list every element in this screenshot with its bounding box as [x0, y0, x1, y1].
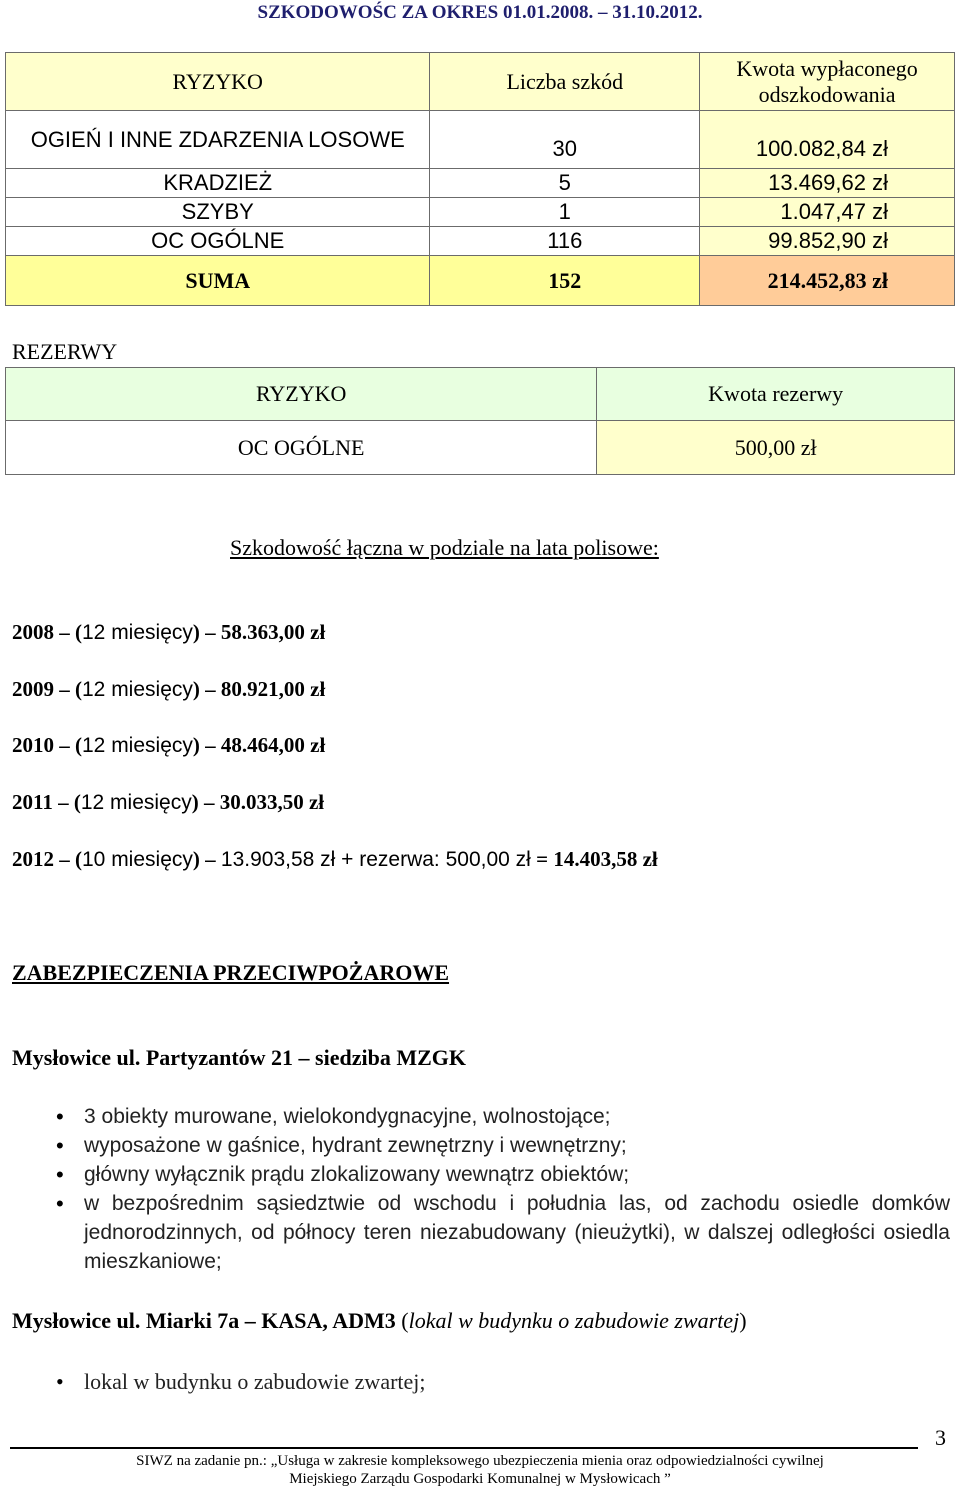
table-row — [6, 111, 955, 169]
bullet-list-2 — [10, 1367, 950, 1396]
claims-amount-cell: 13.469,62 zł — [700, 169, 955, 198]
claims-risk-cell: OC OGÓLNE — [6, 227, 430, 256]
claims-risk-cell: KRADZIEŻ — [6, 169, 430, 198]
yearly-title: Szkodowość łączna w podziale na lata polisowe: — [230, 535, 659, 560]
claims-header-count: Liczba szkód — [430, 53, 700, 111]
location-1: Mysłowice ul. Partyzantów 21 – siedziba MZGK — [12, 1045, 467, 1070]
reserves-title: REZERWY — [12, 339, 118, 364]
location-2: Mysłowice ul. Miarki 7a – KASA, ADM3 (lokal w budynku o zabudowie zwartej) — [12, 1308, 747, 1333]
footer-line-1: SIWZ na zadanie pn.: „Usługa w zakresie kompleksowego ubezpieczenia mienia oraz odpowiedzialności cywilnej — [136, 1453, 824, 1469]
claims-count-cell: 1 — [430, 198, 700, 227]
reserves-risk-cell: OC OGÓLNE — [6, 421, 597, 475]
table-row — [6, 421, 955, 475]
yearly-item: 2011 – (12 miesięcy) – 30.033,50 zł — [12, 790, 325, 814]
claims-total-label: SUMA — [6, 256, 430, 306]
reserves-table — [5, 367, 955, 475]
reserves-header-risk: RYZYKO — [6, 368, 597, 421]
claims-table — [5, 52, 955, 306]
yearly-item: 2010 – (12 miesięcy) – 48.464,00 zł — [12, 733, 326, 757]
page-header-title: SZKODOWOŚC ZA OKRES 01.01.2008. – 31.10.2012. — [257, 2, 703, 23]
claims-amount-cell: 99.852,90 zł — [700, 227, 955, 256]
claims-amount-cell: 100.082,84 zł — [700, 111, 955, 169]
table-row — [6, 198, 955, 227]
table-row — [6, 227, 955, 256]
claims-count-cell: 30 — [430, 111, 700, 169]
reserves-amount-cell: 500,00 zł — [597, 421, 955, 475]
footer-divider — [10, 1447, 918, 1449]
claims-total-amount: 214.452,83 zł — [700, 256, 955, 306]
claims-header-risk: RYZYKO — [6, 53, 430, 111]
bullet-list-1 — [10, 1102, 950, 1276]
list-item: • 3 obiekty murowane, wielokondygnacyjne, wolnostojące; — [10, 1102, 950, 1131]
fire-protection-title: ZABEZPIECZENIA PRZECIWPOŻAROWE — [12, 960, 450, 985]
claims-risk-cell: OGIEŃ I INNE ZDARZENIA LOSOWE — [6, 111, 430, 169]
claims-count-cell: 5 — [430, 169, 700, 198]
reserves-header-amount: Kwota rezerwy — [597, 368, 955, 421]
list-item: • wyposażone w gaśnice, hydrant zewnętrzny i wewnętrzny; — [10, 1131, 950, 1160]
table-row — [6, 169, 955, 198]
yearly-item: 2008 – (12 miesięcy) – 58.363,00 zł — [12, 620, 326, 644]
claims-total-row — [6, 256, 955, 306]
list-item: • główny wyłącznik prądu zlokalizowany wewnątrz obiektów; — [10, 1160, 950, 1189]
claims-risk-cell: SZYBY — [6, 198, 430, 227]
claims-count-cell: 116 — [430, 227, 700, 256]
yearly-item: 2009 – (12 miesięcy) – 80.921,00 zł — [12, 677, 326, 701]
footer-line-2: Miejskiego Zarządu Gospodarki Komunalnej w Mysłowicach ” — [289, 1471, 671, 1487]
page-number: 3 — [935, 1425, 946, 1450]
list-item: • lokal w budynku o zabudowie zwartej; — [10, 1367, 950, 1396]
claims-amount-cell: 1.047,47 zł — [700, 198, 955, 227]
claims-header-amount: Kwota wypłaconego odszkodowania — [700, 53, 955, 111]
yearly-item-last: 2012 – (10 miesięcy) – 13.903,58 zł + rezerwa: 500,00 zł = 14.403,58 zł — [12, 847, 658, 871]
list-item: • w bezpośrednim sąsiedztwie od wschodu i południa las, od zachodu osiedle domków jednorodzinnych, od północy teren niezabudowany (nieużytki), w dalszej odległości osiedla mieszkaniowe; — [10, 1189, 950, 1276]
claims-total-count: 152 — [430, 256, 700, 306]
